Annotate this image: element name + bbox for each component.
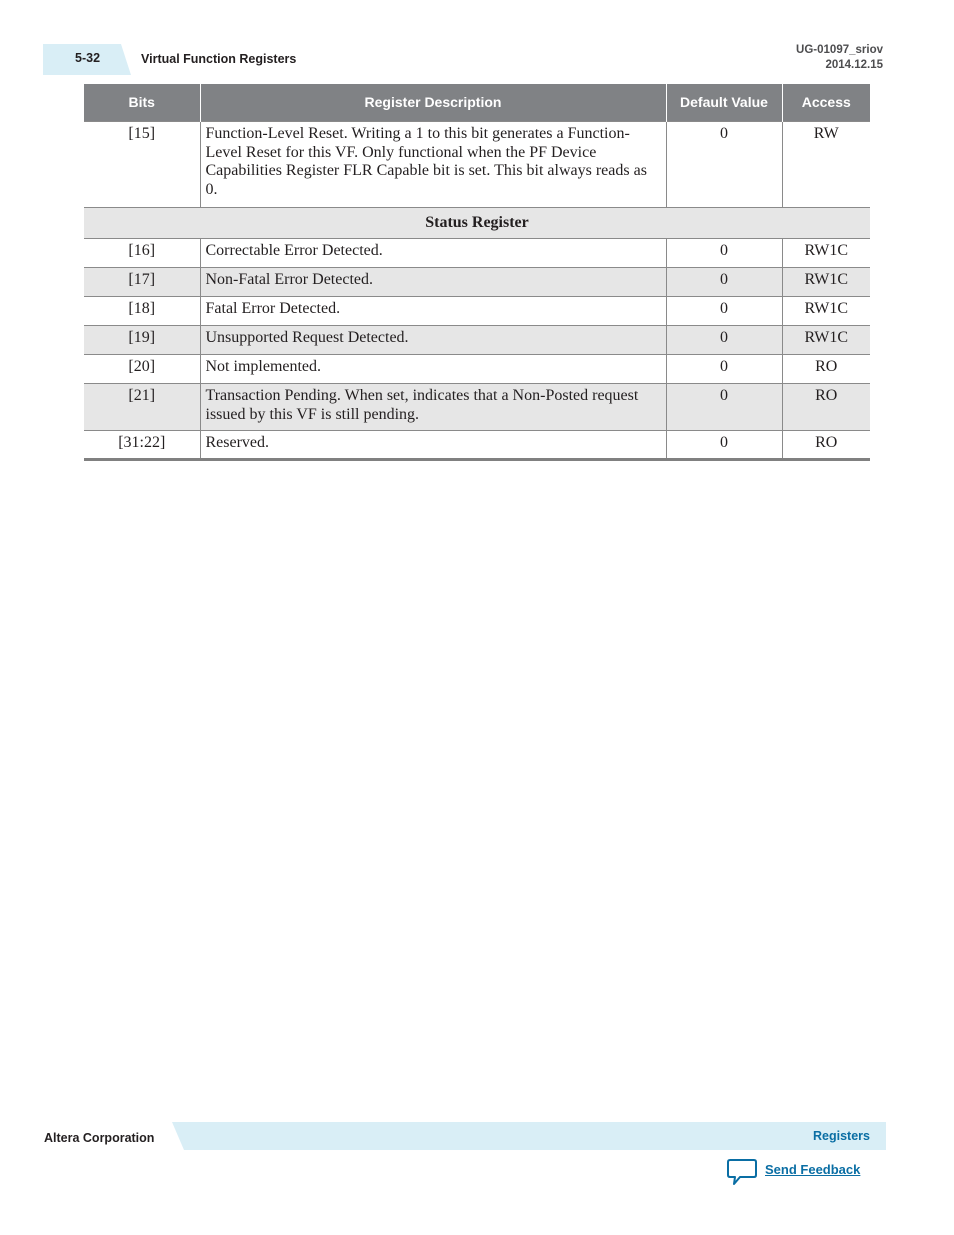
cell-description: Reserved. <box>200 431 666 460</box>
cell-access: RO <box>782 384 870 431</box>
cell-bits: [19] <box>84 326 200 355</box>
table-row <box>84 355 870 384</box>
send-feedback-link[interactable]: Send Feedback <box>765 1162 861 1177</box>
cell-default: 0 <box>666 326 782 355</box>
cell-default: 0 <box>666 122 782 208</box>
cell-description: Correctable Error Detected. <box>200 239 666 268</box>
cell-default: 0 <box>666 297 782 326</box>
table-row <box>84 384 870 431</box>
page-number: 5-32 <box>75 51 101 65</box>
table-row <box>84 268 870 297</box>
cell-access: RO <box>782 355 870 384</box>
cell-bits: [21] <box>84 384 200 431</box>
cell-bits: [15] <box>84 122 200 208</box>
cell-default: 0 <box>666 431 782 460</box>
speech-bubble-icon[interactable] <box>727 1158 757 1186</box>
footer-band <box>172 1122 886 1150</box>
table-row <box>84 239 870 268</box>
cell-access: RW1C <box>782 268 870 297</box>
table-row <box>84 326 870 355</box>
registers-link[interactable]: Registers <box>813 1129 870 1143</box>
cell-description: Fatal Error Detected. <box>200 297 666 326</box>
cell-default: 0 <box>666 355 782 384</box>
cell-description: Not implemented. <box>200 355 666 384</box>
cell-access: RW1C <box>782 326 870 355</box>
cell-access: RO <box>782 431 870 460</box>
section-row <box>84 208 870 239</box>
document-id: UG-01097_sriov <box>796 44 883 56</box>
cell-bits: [16] <box>84 239 200 268</box>
cell-description: Non-Fatal Error Detected. <box>200 268 666 297</box>
section-title: Virtual Function Registers <box>141 52 297 66</box>
company-name: Altera Corporation <box>44 1131 155 1145</box>
cell-bits: [31:22] <box>84 431 200 460</box>
column-header-bits: Bits <box>84 84 200 122</box>
cell-bits: [18] <box>84 297 200 326</box>
cell-access: RW <box>782 122 870 208</box>
document-date: 2014.12.15 <box>825 59 883 71</box>
cell-bits: [20] <box>84 355 200 384</box>
column-header-default: Default Value <box>666 84 782 122</box>
table-row <box>84 122 870 208</box>
column-header-access: Access <box>782 84 870 122</box>
cell-access: RW1C <box>782 239 870 268</box>
cell-description: Unsupported Request Detected. <box>200 326 666 355</box>
table-row <box>84 297 870 326</box>
cell-bits: [17] <box>84 268 200 297</box>
cell-default: 0 <box>666 268 782 297</box>
cell-default: 0 <box>666 384 782 431</box>
table-header-row <box>84 84 870 122</box>
cell-description: Function-Level Reset. Writing a 1 to this bit generates a Function-Level Reset for this VF. Only functional when the PF Device Capabilities Register FLR Capable bit is set. This bit always reads as 0. <box>200 122 666 208</box>
column-header-description: Register Description <box>200 84 666 122</box>
table-row <box>84 431 870 460</box>
document-meta <box>796 43 883 73</box>
cell-description: Transaction Pending. When set, indicates that a Non-Posted request issued by this VF is still pending. <box>200 384 666 431</box>
cell-default: 0 <box>666 239 782 268</box>
cell-access: RW1C <box>782 297 870 326</box>
register-table <box>84 84 870 461</box>
section-label: Status Register <box>84 208 870 239</box>
